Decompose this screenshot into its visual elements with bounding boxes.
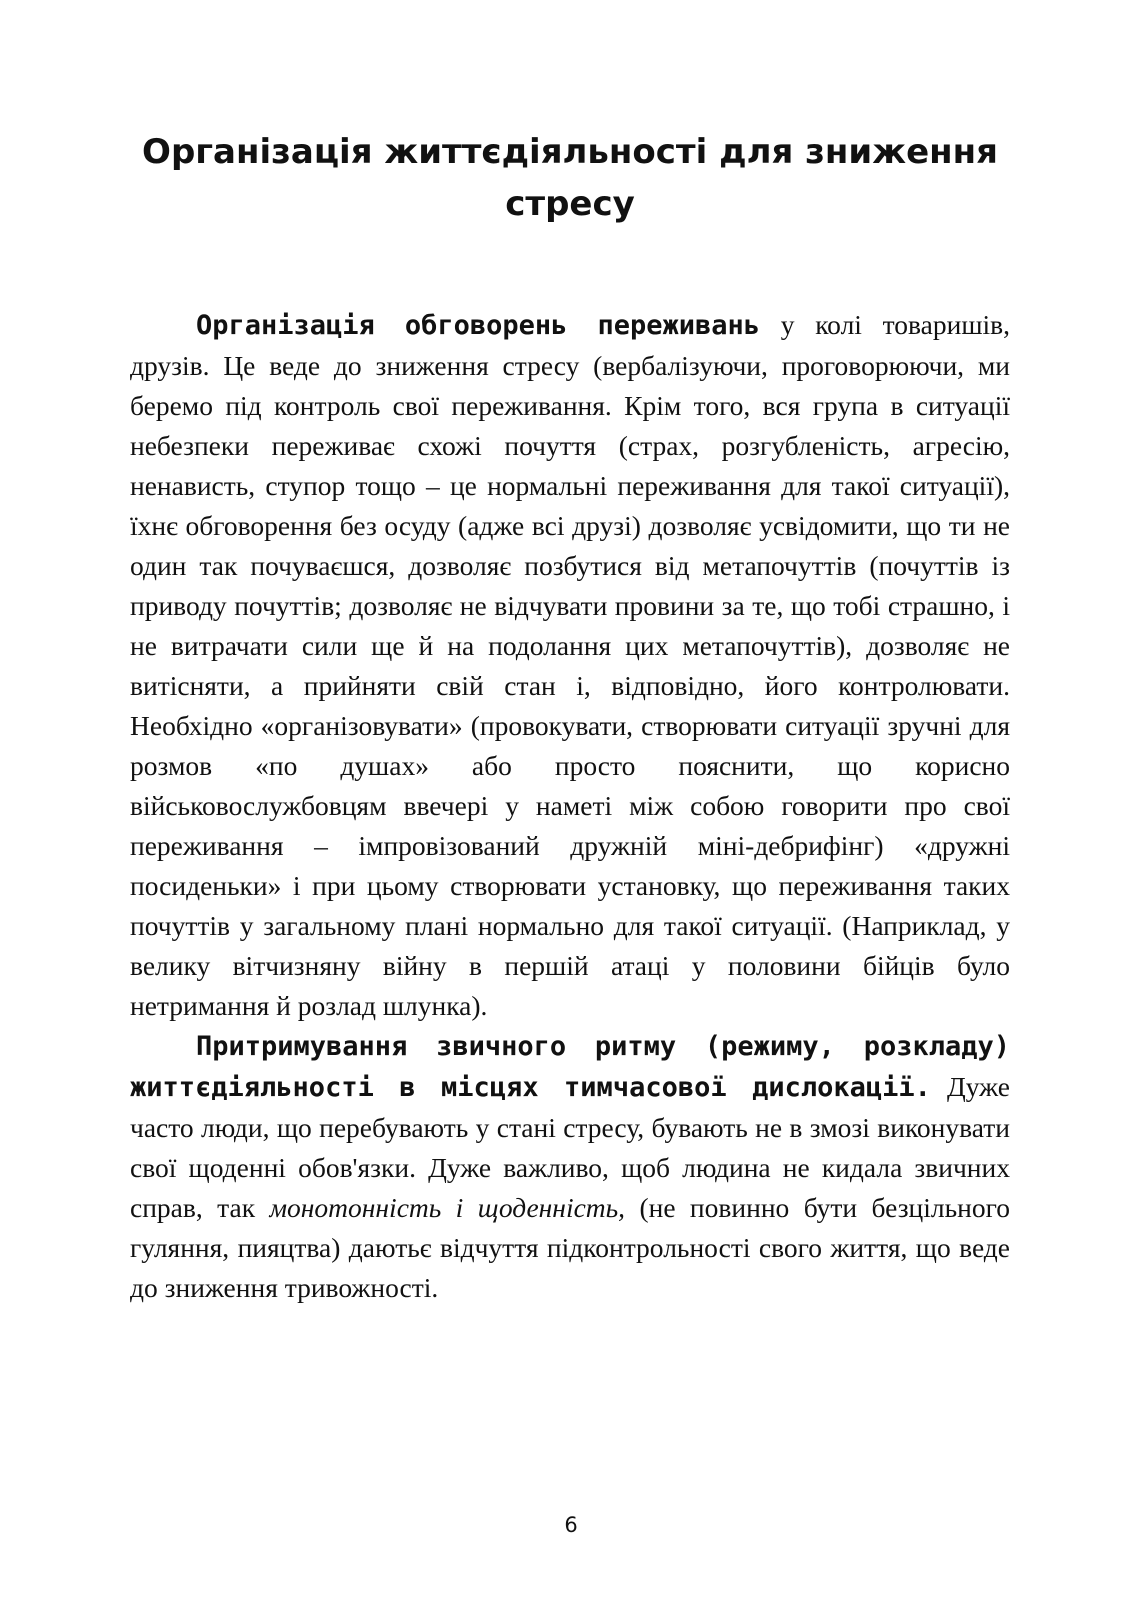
paragraph-text: Дуже часто люди, що перебувають у стані стресу, бувають не в змозі виконувати свої щоденні обов'язки. Дуже важливо, щоб людина не кидала звичних справ, так <box>130 1071 1010 1223</box>
paragraph-routine <box>130 1026 1010 1308</box>
page-title: Організація життєдіяльності для зниження стресу <box>142 132 998 224</box>
paragraph-lead: Притримування звичного ритму (режиму, розкладу) життєдіяльності в місцях тимчасової дислокації. <box>130 1031 1010 1103</box>
paragraph-text-end: (не повинно бути безцільного гуляння, пияцтва) даютьє відчуття підконтрольності свого життя, що веде до зниження тривожності. <box>130 1192 1010 1303</box>
paragraph-emphasis: монотонність і щоденність, <box>269 1192 626 1223</box>
paragraph-lead: Організація обговорень переживань <box>196 310 761 341</box>
page-number: 6 <box>564 1513 578 1537</box>
paragraph-discussion <box>130 305 1010 1026</box>
body-text <box>130 305 1010 1308</box>
paragraph-text: у колі товаришів, друзів. Це веде до зниження стресу (вербалізуючи, проговорюючи, ми беремо під контроль свої переживання. Крім того, вся група в ситуації небезпеки переживає схожі почуття (страх, розгубленість, агресію, ненависть, ступор тощо – це нормальні переживання для такої ситуації), їхнє обговорення без осуду (адже всі друзі) дозволяє усвідомити, що ти не один так почуваєшся, дозволяє позбутися від метапочуттів (почуттів із приводу почуттів; дозволяє не відчувати провини за те, що тобі страшно, і не витрачати сили ще й на подолання цих метапочуттів), дозволяє не витісняти, а прийняти свій стан і, відповідно, його контролювати. Необхідно «організовувати» (провокувати, створювати ситуації зручні для розмов «по душах» або просто пояснити, що корисно військовослужбовцям ввечері у наметі між собою говорити про свої переживання – імпровізований дружній міні-дебрифінг) «дружні посиденьки» і при цьому створювати установку, що переживання таких почуттів у загальному плані нормально для такої ситуації. (Наприклад, у велику вітчизняну війну в першій атаці у половини бійців було нетримання й розлад шлунка). <box>130 309 1010 1021</box>
